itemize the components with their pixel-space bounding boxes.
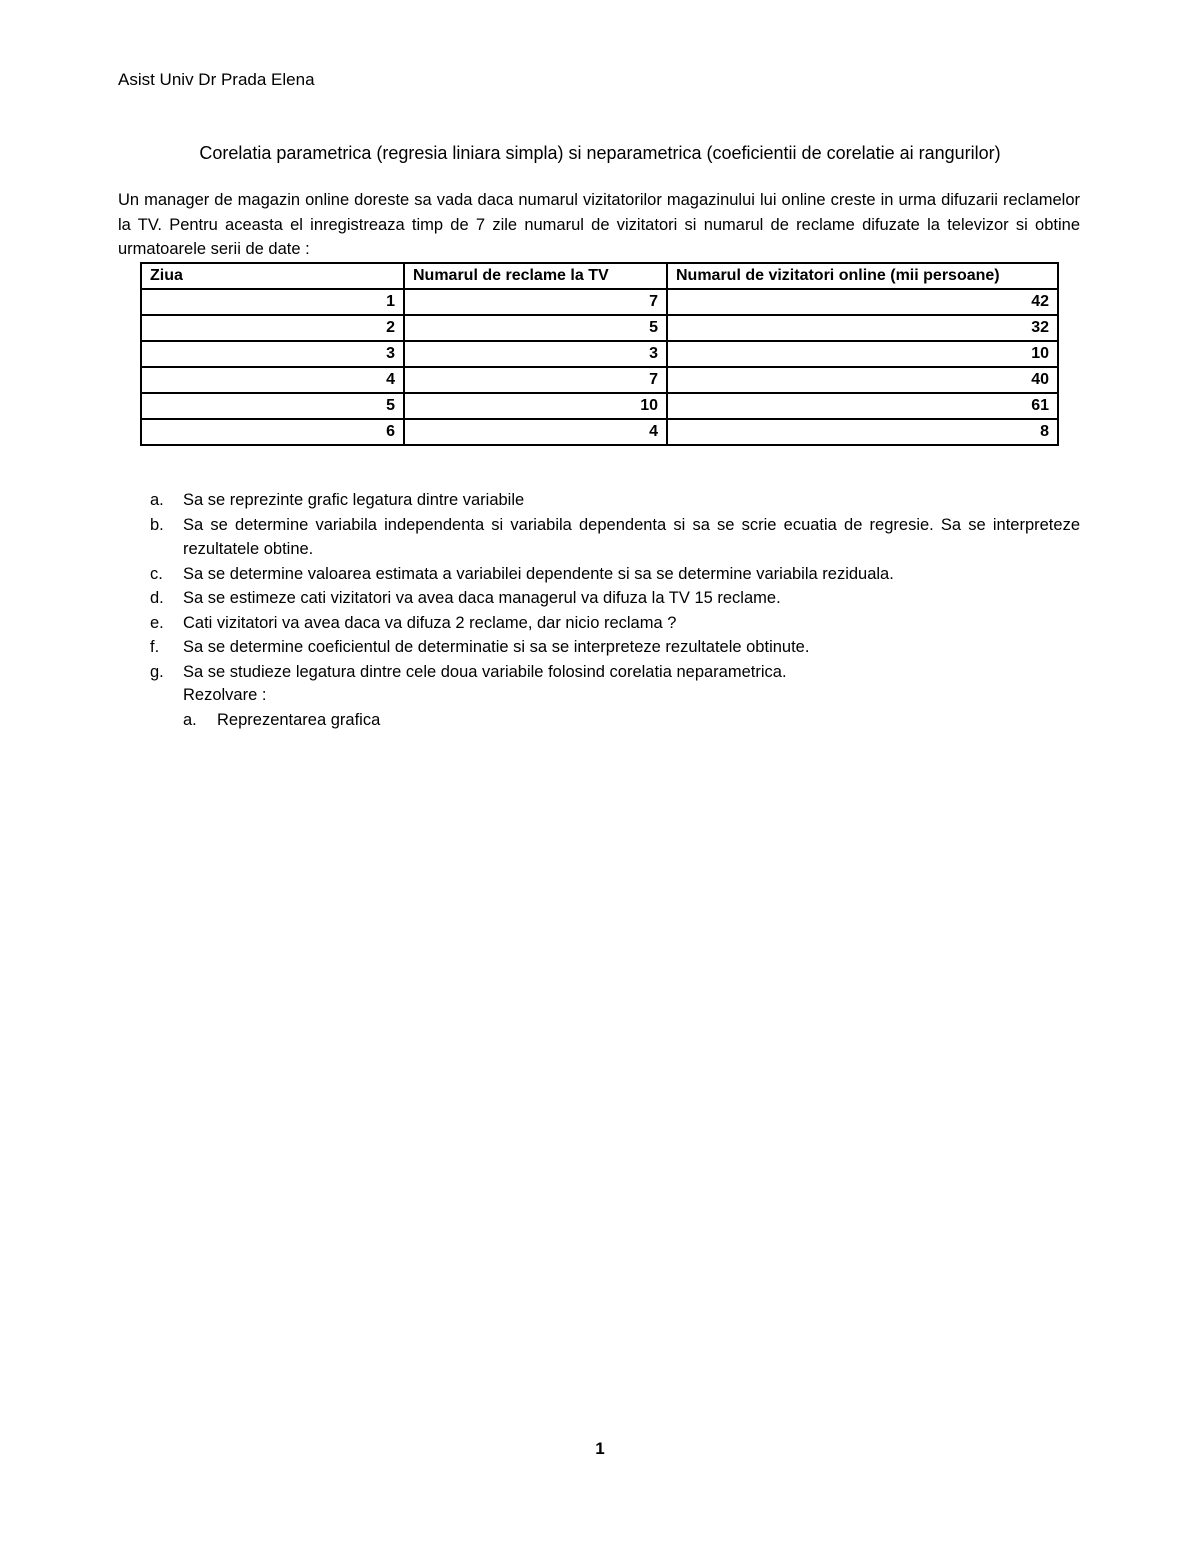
cell-ads: 7 <box>404 367 667 393</box>
solution-item-text: Reprezentarea grafica <box>217 711 381 729</box>
list-marker: e. <box>150 613 164 632</box>
list-item <box>150 611 1080 636</box>
column-header-visitors: Numarul de vizitatori online (mii persoane) <box>667 263 1058 289</box>
table-row <box>141 289 1058 315</box>
task-list <box>150 488 1080 684</box>
list-item <box>150 635 1080 660</box>
data-table <box>140 262 1059 446</box>
cell-day: 1 <box>141 289 404 315</box>
cell-visitors: 32 <box>667 315 1058 341</box>
task-text: Sa se determine valoarea estimata a variabilei dependente si sa se determine variabila reziduala. <box>183 564 894 583</box>
page-number: 1 <box>595 1439 605 1458</box>
cell-visitors: 61 <box>667 393 1058 419</box>
cell-visitors: 42 <box>667 289 1058 315</box>
list-marker: a. <box>150 491 164 509</box>
list-marker: f. <box>150 638 160 656</box>
task-text: Cati vizitatori va avea daca va difuza 2 reclame, dar nicio reclama ? <box>183 613 677 632</box>
cell-day: 6 <box>141 419 404 445</box>
document-title: Corelatia parametrica (regresia liniara simpla) si neparametrica (coeficientii de corelatie ai rangurilor) <box>199 143 1001 163</box>
list-marker: a. <box>183 711 197 729</box>
cell-ads: 10 <box>404 393 667 419</box>
cell-day: 2 <box>141 315 404 341</box>
solution-heading: Rezolvare : <box>183 686 267 704</box>
list-item <box>150 513 1080 562</box>
task-text: Sa se determine coeficientul de determinatie si sa se interpreteze rezultatele obtinute. <box>183 638 810 656</box>
column-header-day: Ziua <box>141 263 404 289</box>
cell-day: 5 <box>141 393 404 419</box>
cell-visitors: 8 <box>667 419 1058 445</box>
cell-ads: 4 <box>404 419 667 445</box>
list-item <box>150 562 1080 587</box>
cell-ads: 7 <box>404 289 667 315</box>
cell-ads: 3 <box>404 341 667 367</box>
task-text: Sa se estimeze cati vizitatori va avea daca managerul va difuza la TV 15 reclame. <box>183 589 781 607</box>
task-text: Sa se studieze legatura dintre cele doua variabile folosind corelatia neparametrica. <box>183 662 787 681</box>
cell-ads: 5 <box>404 315 667 341</box>
cell-day: 4 <box>141 367 404 393</box>
list-marker: c. <box>150 564 163 583</box>
column-header-ads: Numarul de reclame la TV <box>404 263 667 289</box>
list-item <box>150 488 1080 513</box>
table-row <box>141 315 1058 341</box>
task-text: Sa se reprezinte grafic legatura dintre variabile <box>183 491 525 509</box>
table-row <box>141 393 1058 419</box>
cell-day: 3 <box>141 341 404 367</box>
list-marker: g. <box>150 662 164 681</box>
cell-visitors: 40 <box>667 367 1058 393</box>
problem-statement: Un manager de magazin online doreste sa vada daca numarul vizitatorilor magazinului lui online creste in urma difuzarii reclamelor la TV. Pentru aceasta el inregistreaza timp de 7 zile numarul de vizitatori si numarul de reclame difuzate la televizor si obtine urmatoarele serii de date : <box>118 191 1080 258</box>
table-header-row <box>141 263 1058 289</box>
task-text: Sa se determine variabila independenta si variabila dependenta si sa se scrie ecuatia de regresie. Sa se interpreteze rezultatele obtine. <box>183 515 1080 558</box>
solution-item <box>183 711 380 730</box>
list-item <box>150 660 1080 685</box>
list-marker: d. <box>150 589 164 607</box>
list-item <box>150 586 1080 611</box>
table-row <box>141 419 1058 445</box>
header-author: Asist Univ Dr Prada Elena <box>118 70 315 89</box>
cell-visitors: 10 <box>667 341 1058 367</box>
list-marker: b. <box>150 515 164 534</box>
table-row <box>141 367 1058 393</box>
table-row <box>141 341 1058 367</box>
